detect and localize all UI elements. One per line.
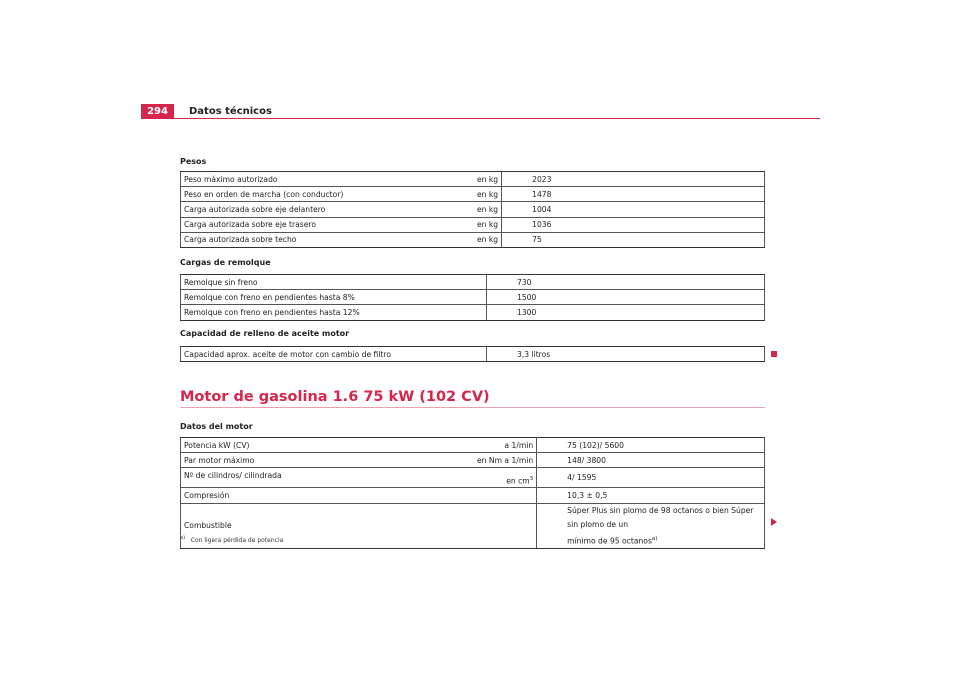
table-row [181,232,765,247]
row-label: Compresión [181,488,475,503]
page-number: 294 [141,104,174,119]
row-unit [474,468,537,488]
row-label: Par motor máximo [181,453,475,468]
table-remolque [180,274,765,321]
row-value: 10,3 ± 0,5 [537,488,765,503]
section-heading-motor: Motor de gasolina 1.6 75 kW (102 CV) [180,389,490,405]
row-unit [474,503,537,549]
footnote [180,535,283,544]
row-unit: en kg [474,172,502,187]
unit-superscript: 3 [529,475,534,482]
table-row [181,187,765,202]
value-line-2: mínimo de 95 octanos [567,536,652,546]
row-label: Potencia kW (CV) [181,438,475,453]
table-row [181,172,765,187]
row-label: Carga autorizada sobre eje trasero [181,217,475,232]
row-unit [474,290,487,305]
row-label: Carga autorizada sobre techo [181,232,475,247]
table-aceite [180,346,765,362]
footnote-marker: a) [180,535,186,541]
row-label: Carga autorizada sobre eje delantero [181,202,475,217]
row-unit [474,347,487,362]
row-label: Remolque sin freno [181,275,475,290]
table-row [181,488,765,503]
row-label: Peso máximo autorizado [181,172,475,187]
unit-text: en cm [506,476,530,486]
row-value: 1300 [487,305,765,320]
table-motor [180,437,765,549]
footnote-ref: a) [651,535,658,542]
square-end-icon [771,351,777,357]
row-value: 1478 [502,187,765,202]
row-unit: en kg [474,217,502,232]
row-value: 75 (102)/ 5600 [537,438,765,453]
row-value: 1500 [487,290,765,305]
section-title-aceite: Capacidad de relleno de aceite motor [180,329,350,338]
footnote-text: Con ligera pérdida de potencia [190,537,284,544]
row-unit: en Nm a 1/min [474,453,537,468]
row-unit [474,275,487,290]
table-row [181,438,765,453]
section-title-datos-motor: Datos del motor [180,422,253,431]
row-value: 3,3 litros [487,347,765,362]
row-label: Combustible [181,503,475,549]
row-unit: en kg [474,202,502,217]
row-label: Nº de cilindros/ cilindrada [181,468,475,488]
row-value: 2023 [502,172,765,187]
row-value: 148/ 3800 [537,453,765,468]
row-value: 730 [487,275,765,290]
row-unit: a 1/min [474,438,537,453]
row-label: Peso en orden de marcha (con conductor) [181,187,475,202]
running-header: Datos técnicos [189,106,272,117]
table-row [181,217,765,232]
row-value: 75 [502,232,765,247]
row-label: Remolque con freno en pendientes hasta 8% [181,290,475,305]
row-unit: en kg [474,232,502,247]
table-row [181,347,765,362]
row-unit [474,488,537,503]
row-value: 1004 [502,202,765,217]
heading-rule [180,407,765,408]
header-rule [141,118,820,119]
table-row [181,275,765,290]
row-unit [474,305,487,320]
row-unit: en kg [474,187,502,202]
section-title-remolque: Cargas de remolque [180,258,271,267]
table-row [181,202,765,217]
row-value: 1036 [502,217,765,232]
row-label: Capacidad aprox. aceite de motor con cambio de filtro [181,347,475,362]
row-value: 4/ 1595 [537,468,765,488]
section-title-pesos: Pesos [180,157,207,166]
triangle-right-icon [771,518,777,526]
row-value [537,503,765,549]
table-row [181,290,765,305]
table-row [181,453,765,468]
table-row [181,305,765,320]
value-line-1: Súper Plus sin plomo de 98 octanos o bien Súper sin plomo de un [567,505,754,529]
row-label: Remolque con freno en pendientes hasta 12% [181,305,475,320]
table-pesos [180,171,765,248]
table-row [181,468,765,488]
